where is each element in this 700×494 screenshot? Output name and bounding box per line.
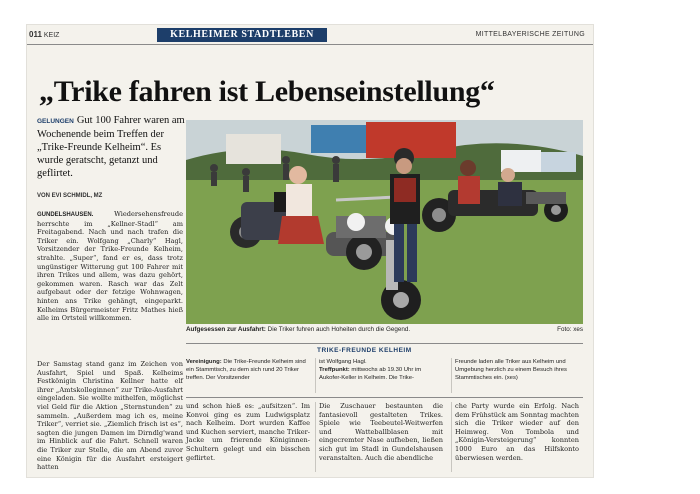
byline: VON EVI SCHMIDL, MZ: [37, 193, 103, 199]
infobox-column-2: [319, 358, 443, 383]
article-headline: „Trike fahren ist Lebenseinstellung“: [39, 75, 495, 108]
body-column-2: und schon hieß es: „aufsitzen“. Im Konvoi ging es zum Ludwigsplatz nach Kelheim. Dort wurden Kaffee und Kuchen serviert, manche Triker-Jacke um frierende Königinnen-Schultern gelegt und ein bisschen geflirtet.: [186, 402, 310, 462]
body-column-1: [37, 210, 183, 323]
infobox-text-3: Freunde laden alle Triker aus Kelheim und Umgebung herzlich zu einem Besuch ihres Stammtisches ein. (xes): [455, 359, 567, 382]
column-divider: [315, 402, 316, 472]
lead-text: Gut 100 Fahrer waren am Wochenende beim Treffen der „Trike-Freunde Kelheim“. Es wurde geratscht, getanzt und geflirtet.: [37, 115, 185, 179]
section-banner: KELHEIMER STADTLEBEN: [157, 28, 327, 42]
body-paragraph-2: Der Samstag stand ganz im Zeichen von Ausfahrt, Spiel und Spaß. Kelheims Festkönigin Christina Kellner hatte elf ihrer „Amtskolleginnen“ zur Trike-Ausfahrt eingeladen. Sie wollte mithelfen, möglichst viel Geld für die Aktion „Sternstunden“ zu sammeln. „Außerdem mag ich es, meine Triker“, verriet sie. „Ziemlich frisch ist es“, sagten die jungen Damen im Dirndlg'wand im Hinblick auf die Fahrt. Schnell waren die Triker zur Stelle, die am Abend zuvor eine Königin für die Ausfahrt ersteigert hatten: [37, 360, 183, 472]
trike-photo-illustration: [186, 120, 583, 324]
body-paragraph-1: Wiedersehensfreude herrschte im „Kellner-Stadl“ am Freitagabend. Nach und nach trafen die Triker ein. Wolfgang „Charly“ Hagl, Vorsitzender der Trike-Freunde Kelheim, strahlte. „Super“, fand er es, dass trotz ungünstiger Witterung gut 100 Fahrer mit ihren Trikes und allem, was dazu gehört, gekommen waren. Rasch war das Zelt aufgebaut oder der fetzige Wohnwagen, hinten ans Trike gehängt, eingeparkt. Kelheims Bürgermeister Fritz Mathes hieß alle im Ortsteil willkommen.: [37, 210, 183, 323]
dateline: GUNDELSHAUSEN.: [37, 212, 94, 218]
body-column-1b: [37, 360, 183, 472]
page-number: [29, 30, 59, 39]
article-lead: [37, 114, 187, 180]
infobox-label-vereinigung: Vereinigung:: [186, 359, 222, 365]
page-code: KEIZ: [43, 32, 60, 39]
caption-lead: Aufgesessen zur Ausfahrt:: [186, 326, 266, 333]
lead-kicker: GELUNGEN: [37, 118, 74, 125]
infobox-text-2: mittwochs ab 19.30 Uhr im Aukofer-Keller in Kelheim. Die Trike-: [319, 367, 422, 382]
photo-caption: [186, 326, 583, 333]
infobox-title: TRIKE-FREUNDE KELHEIM: [317, 347, 412, 354]
infobox-top-rule: [186, 343, 583, 344]
page-number-value: 011: [29, 30, 42, 39]
infobox-label-treffpunkt: Treffpunkt:: [319, 367, 350, 374]
body-column-3: Die Zuschauer bestaunten die fantasievoll gestalteten Trikes. Spiele wie Teebeutel-Weitwerfen und Watteballblasen mit eingecremter Nase aufheben, ließen sich gut im Stadl in Gundelshausen veranstalten. Auch die abendliche: [319, 402, 443, 462]
caption-text: Die Triker fuhren auch Hoheiten durch die Gegend.: [267, 326, 411, 333]
column-divider: [451, 402, 452, 472]
article-photo: [186, 120, 583, 324]
infobox-text-2a: ist Wolfgang Hagl.: [319, 359, 367, 365]
column-divider: [315, 358, 316, 393]
infobox-column-3: [455, 358, 579, 383]
column-divider: [451, 358, 452, 393]
infobox-column-1: [186, 358, 310, 383]
newspaper-name: MITTELBAYERISCHE ZEITUNG: [475, 31, 585, 38]
newspaper-page: [27, 25, 593, 477]
photo-credit: Foto: xes: [557, 326, 583, 333]
infobox-text-1: Die Trike-Freunde Kelheim sind ein Stammtisch, zu dem sich rund 20 Triker treffen. Der Vorsitzender: [186, 359, 306, 382]
body-column-4: che Party wurde ein Erfolg. Nach dem Frühstück am Sonntag machten sich die Triker wieder auf den Heimweg. Von Tombola und „Königin-Versteigerung“ konnten 1000 Euro an das Hilfskonto überwiesen werden.: [455, 402, 579, 462]
infobox-bottom-rule: [186, 397, 583, 398]
header-divider: [27, 44, 593, 45]
